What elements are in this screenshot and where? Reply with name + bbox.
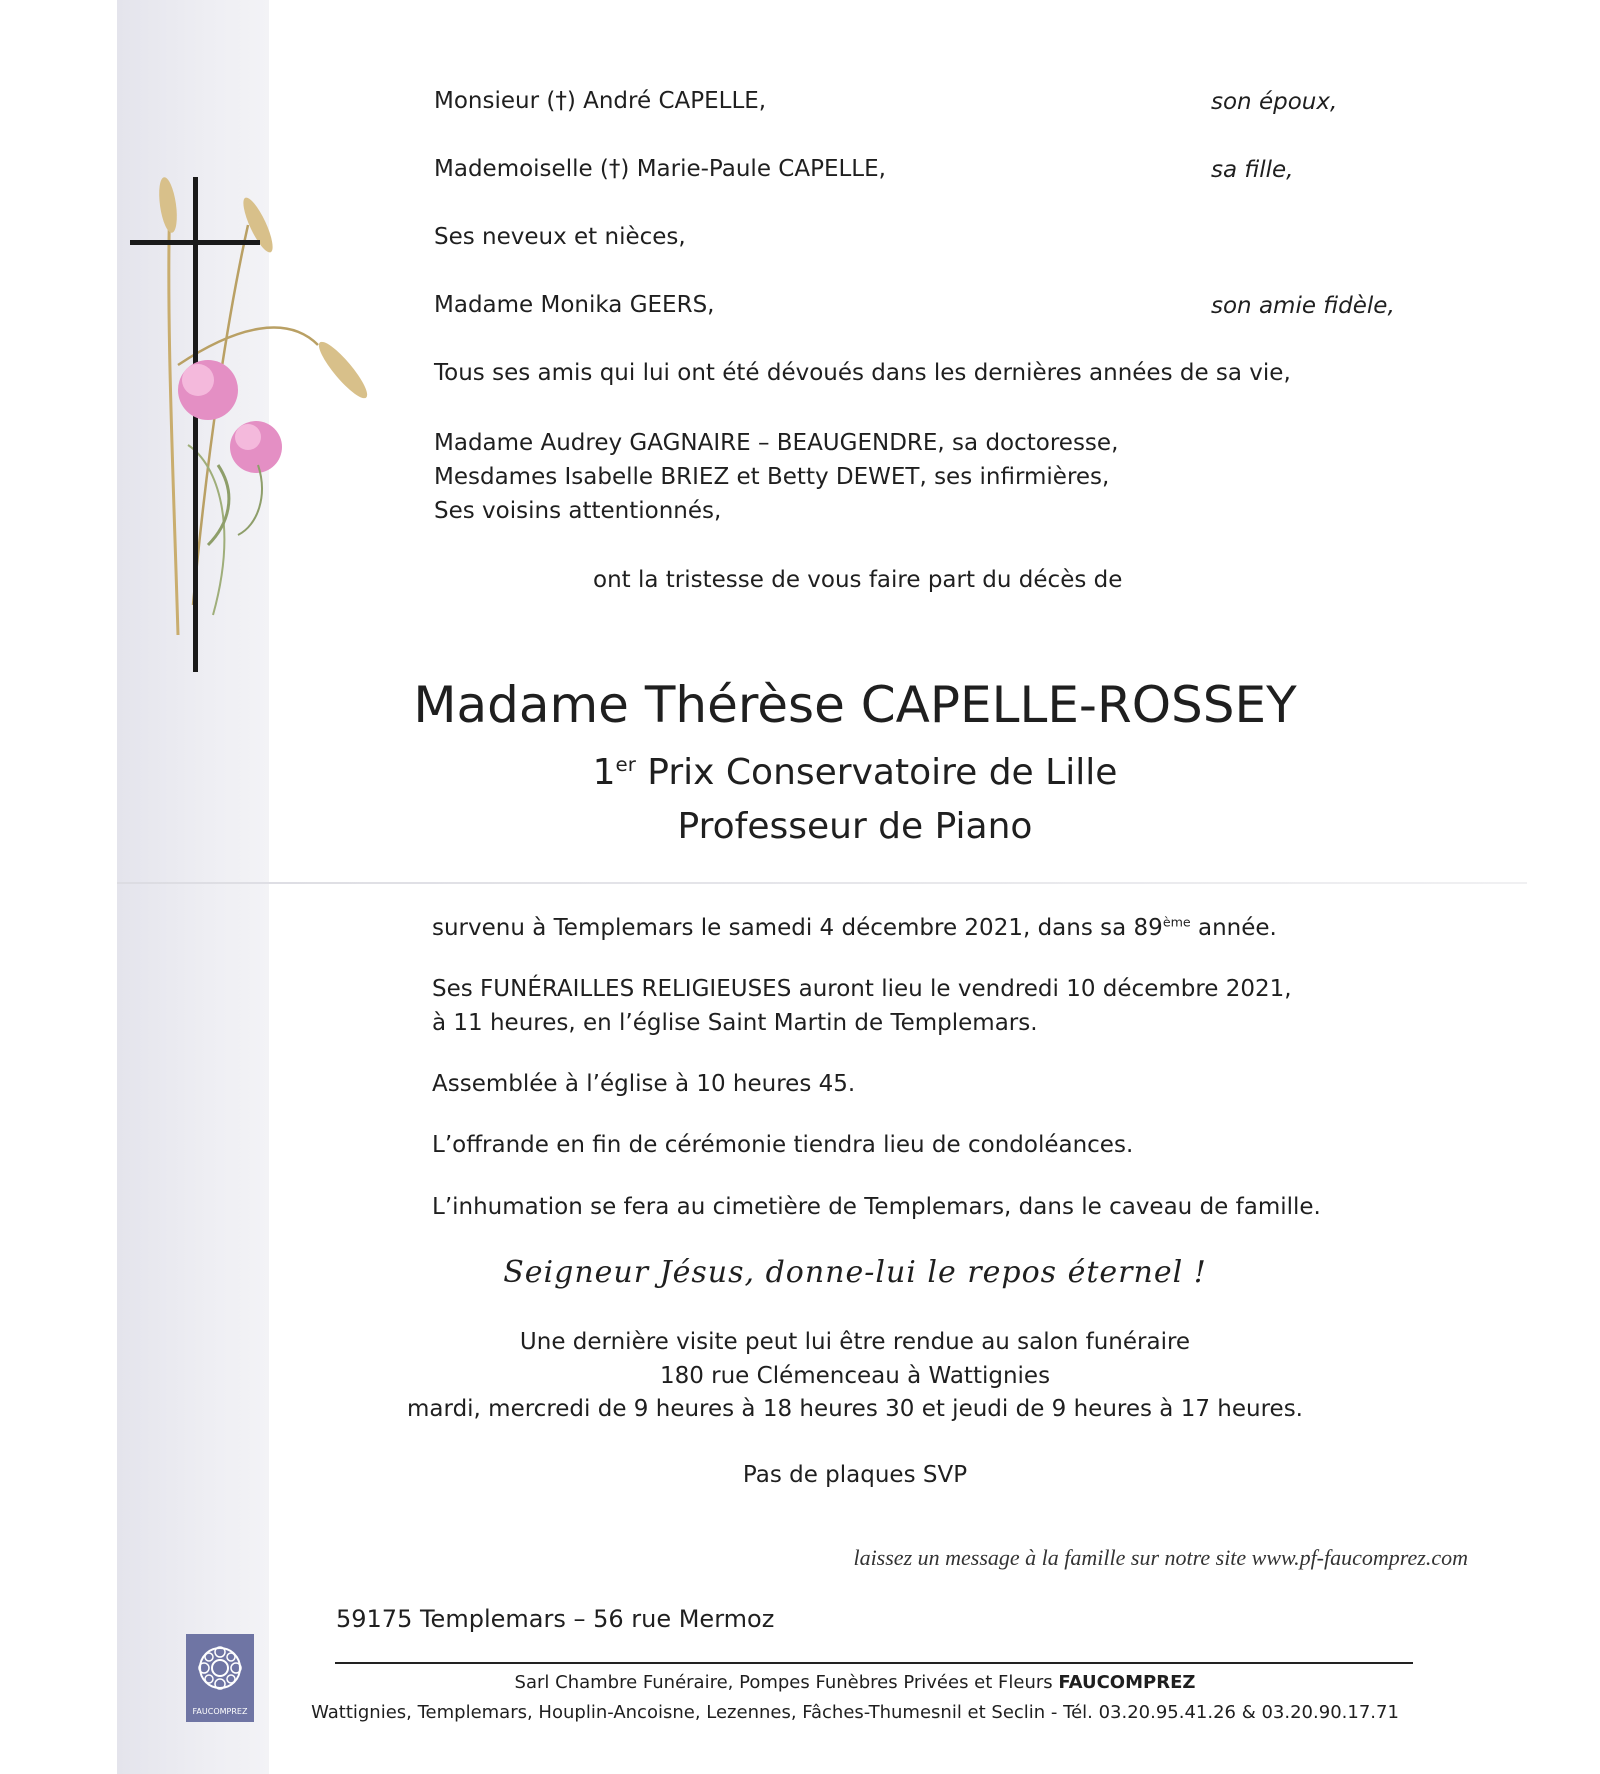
caregiver-doctor: Madame Audrey GAGNAIRE – BEAUGENDRE, sa doctoresse, [434,430,1119,456]
no-plaques-text: Pas de plaques SVP [742,1462,968,1488]
family-member-1: Monsieur (†) André CAPELLE, [434,88,767,114]
cross-flowers-illustration [118,165,408,685]
website-note[interactable]: laissez un message à la famille sur notre site www.pf-faucomprez.com [853,1545,1468,1570]
footer-company-text: Sarl Chambre Funéraire, Pompes Funèbres Privées et Fleurs [514,1672,1059,1693]
logo-brand-text: FAUCOMPREZ [192,1707,248,1716]
death-text: survenu à Templemars le samedi 4 décembre 2021, dans sa 89 [432,915,1163,941]
fold-line [117,882,1527,884]
death-ordinal: ème [1162,914,1191,930]
family-relation-4: son amie fidèle, [1211,293,1395,319]
caregiver-nurses: Mesdames Isabelle BRIEZ et Betty DEWET, ses infirmières, [434,464,1110,490]
visit-line-1: Une dernière visite peut lui être rendue au salon funéraire [519,1329,1191,1355]
death-details [432,915,1277,941]
deceased-name: Madame Thérèse CAPELLE-ROSSEY [413,676,1297,734]
announcement-text: ont la tristesse de vous faire part du décès de [593,567,1123,593]
burial-text: L’inhumation se fera au cimetière de Templemars, dans le caveau de famille. [432,1194,1321,1220]
footer-divider [335,1662,1413,1664]
family-member-4: Madame Monika GEERS, [434,292,715,318]
address-text: 59175 Templemars – 56 rue Mermoz [336,1605,775,1633]
family-member-3: Ses neveux et nièces, [434,224,686,250]
assembly-text: Assemblée à l’église à 10 heures 45. [432,1071,856,1097]
visit-line-2: 180 rue Clémenceau à Wattignies [659,1363,1051,1389]
distinction-number: 1 [592,752,616,793]
family-relation-1: son époux, [1211,89,1338,115]
prayer-text: Seigneur Jésus, donne-lui le repos éternel ! [503,1255,1207,1290]
funeral-line-1: Ses FUNÉRAILLES RELIGIEUSES auront lieu le vendredi 10 décembre 2021, [432,976,1292,1002]
family-relation-2: sa fille, [1211,157,1294,183]
caregiver-neighbors: Ses voisins attentionnés, [434,498,722,524]
family-member-2: Mademoiselle (†) Marie-Paule CAPELLE, [434,156,886,182]
footer-line-2: Wattignies, Templemars, Houplin-Ancoisne, Lezennes, Fâches-Thumesnil et Seclin - Tél. 03.20.95.41.26 & 03.20.90.17.71 [311,1702,1399,1723]
footer-brand: FAUCOMPREZ [1058,1672,1196,1693]
distinction-text: Prix Conservatoire de Lille [635,752,1118,793]
family-member-5: Tous ses amis qui lui ont été dévoués dans les dernières années de sa vie, [434,360,1291,386]
footer-line-1 [0,1672,1600,1693]
distinction-ordinal: er [615,753,636,776]
visit-line-3: mardi, mercredi de 9 heures à 18 heures 30 et jeudi de 9 heures à 17 heures. [407,1396,1303,1422]
funeral-line-2: à 11 heures, en l’église Saint Martin de Templemars. [432,1010,1038,1036]
offering-text: L’offrande en fin de cérémonie tiendra lieu de condoléances. [432,1132,1134,1158]
deceased-distinction [0,752,1600,793]
death-text-end: année. [1190,915,1277,941]
deceased-profession: Professeur de Piano [677,806,1033,847]
